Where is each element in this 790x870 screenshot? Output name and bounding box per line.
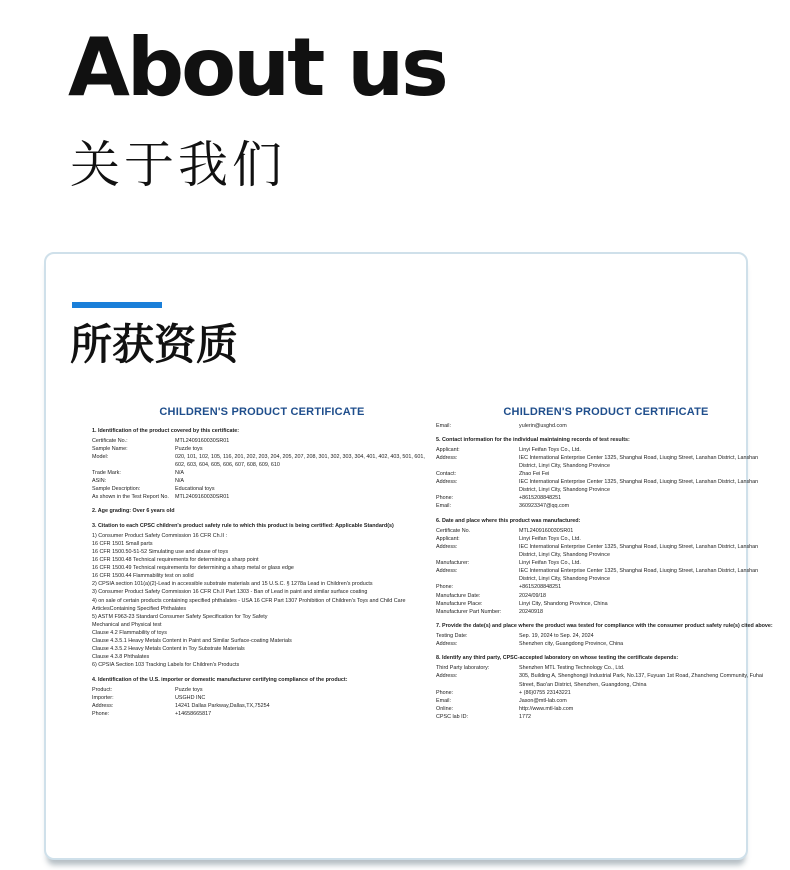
field-label: Phone: bbox=[436, 689, 454, 696]
field-value: Puzzle toys bbox=[175, 445, 203, 452]
field-row bbox=[436, 697, 776, 705]
certificate-right bbox=[436, 404, 776, 721]
standard-line: Clause 4.3.8 Phthalates bbox=[92, 654, 150, 661]
field-label: Address: bbox=[436, 543, 458, 550]
field-row bbox=[436, 705, 776, 713]
field-row bbox=[92, 445, 432, 453]
field-label: As shown in the Test Report No. bbox=[92, 494, 169, 501]
field-label: Applicant: bbox=[436, 535, 460, 542]
field-row bbox=[92, 453, 432, 469]
field-value: +8615208848251 bbox=[519, 584, 562, 591]
field-label: Sample Description: bbox=[92, 486, 141, 493]
field-label: Manufacturer Part Number: bbox=[436, 608, 502, 615]
field-row bbox=[436, 478, 776, 494]
field-value: Sep. 19, 2024 to Sep. 24, 2024 bbox=[519, 633, 594, 640]
field-row bbox=[436, 583, 776, 591]
field-row bbox=[436, 454, 776, 470]
field-value: IEC International Enterprise Center 1325, Shanghai Road, Liuqing Street, Lanshan District, Lanshan District, Linyi City, Shandong Province bbox=[519, 454, 759, 469]
standard-line: 16 CFR 1500.50-51-52 Simulating use and abuse of toys bbox=[92, 548, 229, 555]
qualifications-card bbox=[44, 252, 773, 860]
field-row bbox=[436, 535, 776, 543]
section-heading: 4. Identification of the U.S. importer or domestic manufacturer certifying compliance of the product: bbox=[92, 676, 348, 683]
field-row bbox=[92, 437, 432, 445]
field-row bbox=[436, 713, 776, 721]
certificate-left bbox=[92, 404, 432, 718]
field-value: USGHD INC bbox=[175, 694, 206, 701]
field-label: Phone: bbox=[436, 495, 454, 502]
field-value: yulerin@usghd.com bbox=[519, 422, 567, 429]
field-label: Address: bbox=[436, 641, 458, 648]
field-value: IEC International Enterprise Center 1325, Shanghai Road, Liuqing Street, Lanshan District, Lanshan District, Linyi City, Shandong Province bbox=[519, 479, 759, 494]
field-label: Trade Mark: bbox=[92, 470, 121, 477]
field-row bbox=[92, 477, 432, 485]
field-row bbox=[92, 702, 432, 710]
field-label: Address: bbox=[436, 673, 458, 680]
field-label: Applicant: bbox=[436, 446, 460, 453]
field-row bbox=[92, 469, 432, 477]
field-row bbox=[436, 470, 776, 478]
field-row bbox=[92, 686, 432, 694]
field-value: http://www.mtl-lab.com bbox=[519, 705, 574, 712]
field-value: N/A bbox=[175, 478, 184, 485]
field-list bbox=[436, 527, 776, 616]
field-label: Manufacturer: bbox=[436, 560, 470, 567]
field-row bbox=[436, 608, 776, 616]
page-title: About us bbox=[68, 21, 446, 114]
field-value: 14241 Dallas Parkway,Dallas,TX,75254 bbox=[175, 702, 270, 709]
section-heading: 2. Age grading: Over 6 years old bbox=[92, 508, 175, 515]
field-row bbox=[436, 494, 776, 502]
field-label: Address: bbox=[436, 479, 458, 486]
field-value: Linyi City, Shandong Province, China bbox=[519, 600, 608, 607]
field-label: Third Party laboratory: bbox=[436, 665, 490, 672]
standard-line: 1) Consumer Product Safety Commission 16 CFR Ch.II : bbox=[92, 532, 228, 539]
field-row bbox=[436, 422, 776, 430]
field-label: Manufacture Date: bbox=[436, 592, 481, 599]
standard-line: 16 CFR 1500.48 Technical requirements for determining a sharp point bbox=[92, 557, 259, 564]
field-value: IEC International Enterprise Center 1325, Shanghai Road, Liuqing Street, Lanshan District, Lanshan District, Linyi City, Shandong Province bbox=[519, 543, 759, 559]
field-label: Product: bbox=[92, 686, 113, 693]
page-subtitle: 关于我们 bbox=[70, 136, 286, 194]
field-list bbox=[436, 446, 776, 511]
standard-line: Clause 4.2 Flammability of toys bbox=[92, 630, 167, 637]
field-value: Linyi Feifan Toys Co., Ltd. bbox=[519, 446, 581, 453]
section-heading: 7. Provide the date(s) and place where the product was tested for compliance with the consumer product safety rule(s) cited above: bbox=[436, 622, 773, 629]
field-list bbox=[436, 664, 776, 721]
certificate-title: CHILDREN'S PRODUCT CERTIFICATE bbox=[503, 406, 709, 418]
field-value: Shenzhen city, Guangdong Province, China bbox=[519, 641, 624, 648]
field-label: Phone: bbox=[436, 584, 454, 591]
field-value: Educational toys bbox=[175, 486, 215, 493]
standard-line: 16 CFR 1500.44 Flammability test on solid bbox=[92, 573, 194, 580]
field-value: 360923347@qq.com bbox=[519, 503, 570, 510]
standard-line: 16 CFR 1501 Small parts bbox=[92, 540, 153, 547]
field-label: Phone: bbox=[92, 711, 110, 717]
field-label: Contact: bbox=[436, 471, 457, 478]
field-value: MTL2409160030SR01 bbox=[519, 527, 574, 534]
section-title: 所获资质 bbox=[70, 320, 239, 369]
field-row bbox=[436, 664, 776, 672]
field-label: Address: bbox=[436, 568, 458, 575]
field-label: Address: bbox=[92, 702, 114, 709]
field-row bbox=[92, 485, 432, 493]
standard-line: Mechanical and Physical test bbox=[92, 621, 162, 628]
field-list bbox=[92, 437, 432, 502]
field-value: +14658665817 bbox=[175, 711, 212, 717]
field-row bbox=[436, 592, 776, 600]
field-label: Email: bbox=[436, 697, 451, 704]
field-row bbox=[436, 600, 776, 608]
field-label: Email: bbox=[436, 503, 451, 510]
field-row bbox=[436, 527, 776, 535]
field-value: MTL2409160030SR01 bbox=[175, 494, 230, 501]
standard-line: 4) on sale of certain products containing specified phthalates - USA 16 CFR Part 1307 Prohibition of Children's Toys and Child Care ArticlesContaining Specified Phthalates bbox=[92, 597, 406, 612]
section-heading: 5. Contact information for the individual maintaining records of test results: bbox=[436, 436, 630, 443]
field-row bbox=[92, 493, 432, 501]
field-label: Sample Name: bbox=[92, 445, 128, 452]
field-value: Puzzle toys bbox=[175, 686, 203, 693]
field-label: Certificate No.: bbox=[92, 437, 128, 444]
field-value: 2024/09/18 bbox=[519, 592, 546, 599]
field-row bbox=[436, 502, 776, 510]
field-value: +8615208848251 bbox=[519, 495, 562, 502]
field-value: 305, Building A, Shenghongji Industrial Park, No.137, Fuyuan 1st Road, Zhancheng Community, Fuhai Street, Bao'an District, Shenzhen, Guangdong, China bbox=[519, 673, 764, 688]
field-row bbox=[92, 694, 432, 702]
field-list bbox=[92, 686, 432, 718]
field-row bbox=[436, 559, 776, 567]
field-list bbox=[436, 632, 776, 648]
field-label: Testing Date: bbox=[436, 633, 468, 640]
field-row bbox=[436, 543, 776, 559]
field-value: Linyi Feifan Toys Co., Ltd. bbox=[519, 560, 581, 567]
section-heading: 1. Identification of the product covered by this certificate: bbox=[92, 427, 240, 434]
standard-line: 5) ASTM F963-23 Standard Consumer Safety Specification for Toy Safety bbox=[92, 613, 268, 620]
field-row bbox=[436, 640, 776, 648]
field-row bbox=[436, 689, 776, 697]
field-value: 20240918 bbox=[519, 608, 543, 615]
certificate-title: CHILDREN'S PRODUCT CERTIFICATE bbox=[159, 406, 365, 418]
field-value: Linyi Feifan Toys Co., Ltd. bbox=[519, 535, 581, 542]
standard-line: 16 CFR 1500.49 Technical requirements for determining a sharp metal or glass edge bbox=[92, 565, 294, 572]
field-label: Online: bbox=[436, 705, 454, 712]
standard-line: 6) CPSIA Section 103 Tracking Labels for Children's Products bbox=[92, 662, 240, 669]
field-label: Importer: bbox=[92, 694, 114, 701]
section-heading: 3. Citation to each CPSC children's product safety rule to which this product is being certified: Applicable Standard(s) bbox=[92, 522, 394, 529]
field-value: IEC International Enterprise Center 1325, Shanghai Road, Liuqing Street, Lanshan District, Lanshan District, Linyi City, Shandong Province bbox=[519, 568, 759, 583]
standards-list bbox=[92, 532, 432, 670]
field-label: Model: bbox=[92, 453, 109, 460]
field-label: ASIN: bbox=[92, 478, 107, 485]
field-label: Email: bbox=[436, 422, 451, 429]
field-value: 020, 101, 102, 105, 116, 201, 202, 203, 204, 205, 207, 208, 301, 302, 303, 304, 401, 402, 403, 501, 601, 602, 603, 604, 605, 606, 607, 608, 609, 610 bbox=[175, 453, 425, 468]
field-label: Address: bbox=[436, 454, 458, 461]
field-value: MTL2409160030SR01 bbox=[175, 437, 230, 444]
field-value: N/A bbox=[175, 470, 184, 477]
field-row bbox=[436, 567, 776, 583]
field-label: Certificate No. bbox=[436, 527, 471, 534]
standard-line: Clause 4.3.5.1 Heavy Metals Content in Paint and Similar Surface-coating Materials bbox=[92, 638, 292, 645]
field-value: Shenzhen MTL Testing Technology Co., Ltd. bbox=[519, 665, 625, 672]
field-value: Zhao Fei Fei bbox=[519, 471, 550, 478]
field-row bbox=[436, 632, 776, 640]
standard-line: Clause 4.3.5.2 Heavy Metals Content in Toy Substrate Materials bbox=[92, 646, 245, 653]
field-label: CPSC lab ID: bbox=[436, 714, 469, 720]
field-row bbox=[436, 672, 776, 688]
section-heading: 8. Identify any third party, CPSC-accepted laboratory on whose testing the certificate depends: bbox=[436, 655, 679, 662]
standard-line: 3) Consumer Product Safety Commission 16 CFR Ch.II Part 1303 - Ban of Lead in paint and similar surface coating bbox=[92, 589, 368, 596]
field-value: Jason@mtl-lab.com bbox=[519, 697, 567, 704]
field-value: 1772 bbox=[519, 714, 531, 720]
field-row bbox=[92, 710, 432, 718]
section-heading: 6. Date and place where this product was manufactured: bbox=[436, 517, 581, 524]
accent-bar bbox=[72, 302, 162, 308]
field-row bbox=[436, 446, 776, 454]
field-value: + (86)0755 23143221 bbox=[519, 689, 571, 696]
field-label: Manufacture Place: bbox=[436, 600, 483, 607]
standard-line: 2) CPSIA section 101(a)(2)-Lead in accessible substrate materials and 15 U.S.C. § 1278a Lead in Children's products bbox=[92, 581, 373, 588]
